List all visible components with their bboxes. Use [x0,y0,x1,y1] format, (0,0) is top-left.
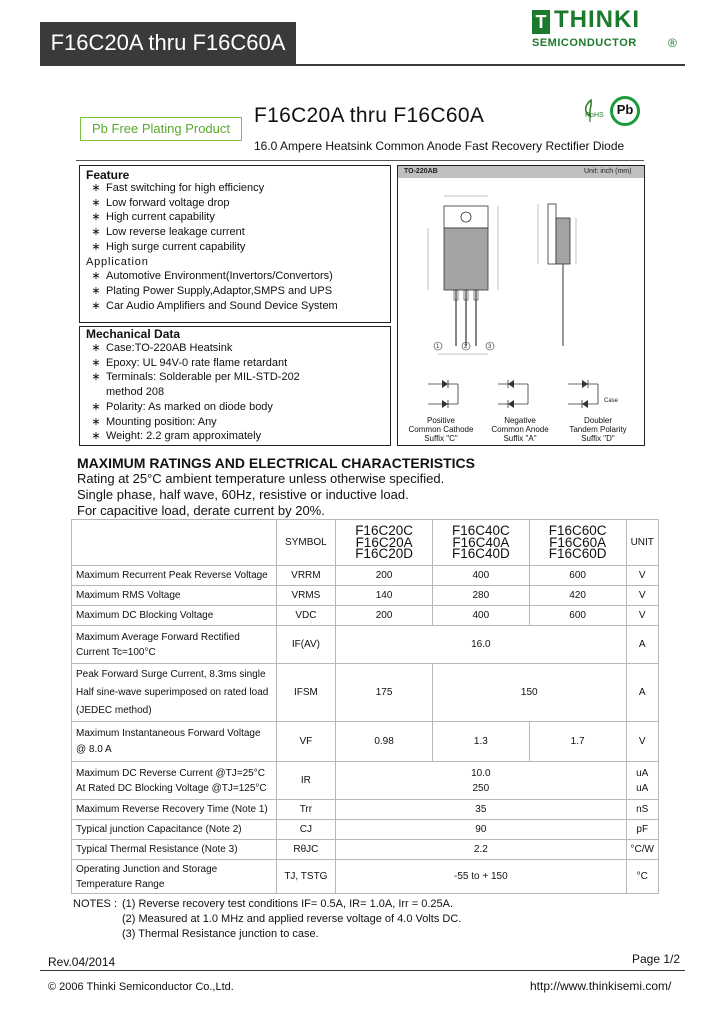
table-header-part-20: F16C20C F16C20A F16C20D [336,520,433,566]
config-c-label: Positive Common Cathode Suffix "C" [408,416,474,443]
svg-text:2: 2 [464,344,468,350]
footer-rule [40,970,685,971]
to220-outline-drawing [398,178,644,378]
thinki-logo-icon: T [532,10,550,34]
positive-common-cathode-schematic [428,380,458,408]
feature-title: Feature [86,168,130,182]
mechanical-box [79,326,391,446]
table-header-unit: UNIT [626,520,659,566]
table-header-part-60: F16C60C F16C60A F16C60D [529,520,626,566]
table-row: Operating Junction and Storage Temperature Range TJ, TSTG -55 to + 150 °C [72,860,659,894]
negative-common-anode-schematic [498,380,528,408]
circuit-schematics [398,374,644,420]
table-header-row [72,520,659,566]
table-header-part-40: F16C40C F16C40A F16C40D [432,520,529,566]
product-title: F16C20A thru F16C60A [254,104,485,127]
notes-label: NOTES : [73,898,118,910]
case-label: Case [604,398,619,404]
list-item: ∗ Plating Power Supply,Adaptor,SMPS and UPS [91,284,333,297]
table-row: Typical Thermal Resistance (Note 3) RθJC 2.2 °C/W [72,840,659,860]
page-number: Page 1/2 [632,952,681,966]
revision: Rev.04/2014 [48,955,116,969]
note-2: (2) Measured at 1.0 MHz and applied reverse voltage of 4.0 Volts DC. [122,913,462,925]
pb-label: Pb [616,102,634,117]
list-item: ∗ Fast switching for high efficiency [91,182,265,194]
package-label: TO-220AB [404,168,438,175]
logo-sub: SEMICONDUCTOR [532,37,637,49]
feature-box [79,165,391,323]
logo-word: THINKI [554,6,640,33]
doubler-tandem-schematic [568,380,598,408]
list-item: ∗ High surge current capability [91,240,246,253]
mechanical-title: Mechanical Data [86,327,181,341]
table-row: Maximum Reverse Recovery Time (Note 1) Trr 35 nS [72,800,659,820]
pb-free-badge: Pb Free Plating Product [80,117,242,141]
table-row: Maximum DC Reverse Current @TJ=25°C At Rated DC Blocking Voltage @TJ=125°C IR 10.0 250 uA uA [72,762,659,800]
note-1: (1) Reverse recovery test conditions IF= 0.5A, IR= 1.0A, Irr = 0.25A. [122,898,454,910]
table-row: Typical junction Capacitance (Note 2) CJ 90 pF [72,820,659,840]
header-rule [40,64,685,66]
ratings-table [71,519,659,894]
table-row: Maximum DC Blocking Voltage VDC 200 400 600 V [72,606,659,626]
header-title: F16C20A thru F16C60A [50,30,286,55]
list-item: ∗ Low forward voltage drop [91,196,230,209]
list-item: ∗ Terminals: Solderable per MIL-STD-202 [91,371,300,384]
header-bar [40,22,296,64]
table-row: Maximum Instantaneous Forward Voltage @ 8.0 A VF 0.98 1.3 1.7 V [72,722,659,762]
note-3: (3) Thermal Resistance junction to case. [122,928,319,940]
list-item: ∗ Automotive Environment(Invertors/Convertors) [91,270,333,283]
list-item: ∗ Epoxy: UL 94V-0 rate flame retardant [91,356,288,369]
ratings-line-3: For capacitive load, derate current by 20%. [77,503,325,518]
rohs-leaf-icon [578,98,604,124]
list-item: ∗ Car Audio Amplifiers and Sound Device System [91,299,338,312]
list-item: ∗ Case:TO-220AB Heatsink [91,342,233,354]
logo-registered: ® [668,36,677,50]
list-item: ∗ Low reverse leakage current [91,226,245,239]
rohs-label: RoHS [585,112,604,119]
table-header-blank [72,520,277,566]
website-link[interactable]: http://www.thinkisemi.com/ [530,979,672,993]
list-item: ∗ Weight: 2.2 gram approximately [91,430,262,443]
svg-text:3: 3 [488,344,492,350]
pb-free-icon [610,96,640,126]
table-row: Maximum Recurrent Peak Reverse Voltage VRRM 200 400 600 V [72,566,659,586]
list-item: ∗ Mounting position: Any [91,415,217,428]
config-a-label: Negative Common Anode Suffix "A" [491,416,549,443]
table-row: Maximum Average Forward Rectified Current Tc=100°C IF(AV) 16.0 A [72,626,659,664]
svg-text:1: 1 [436,344,440,350]
ratings-line-1: Rating at 25°C ambient temperature unless otherwise specified. [77,471,445,486]
title-rule [76,160,644,161]
list-item: ∗ Polarity: As marked on diode body [91,400,273,413]
list-item: method 208 [106,386,165,399]
ratings-line-2: Single phase, half wave, 60Hz, resistive or inductive load. [77,487,409,502]
copyright: © 2006 Thinki Semiconductor Co.,Ltd. [48,981,234,993]
table-header-symbol: SYMBOL [276,520,336,566]
list-item: ∗ High current capability [91,211,215,224]
package-diagram [397,165,645,446]
product-subtitle: 16.0 Ampere Heatsink Common Anode Fast Recovery Rectifier Diode [254,139,625,153]
application-title: Application [86,255,149,268]
table-row: Peak Forward Surge Current, 8.3ms single Half sine-wave superimposed on rated load (JEDEC method) IFSM 175 150 A [72,664,659,722]
table-row: Maximum RMS Voltage VRMS 140 280 420 V [72,586,659,606]
unit-label: Unit: inch (mm) [584,168,632,175]
ratings-title: MAXIMUM RATINGS AND ELECTRICAL CHARACTERISTICS [77,455,475,471]
config-d-label: Doubler Tandem Polarity Suffix "D" [569,416,627,443]
